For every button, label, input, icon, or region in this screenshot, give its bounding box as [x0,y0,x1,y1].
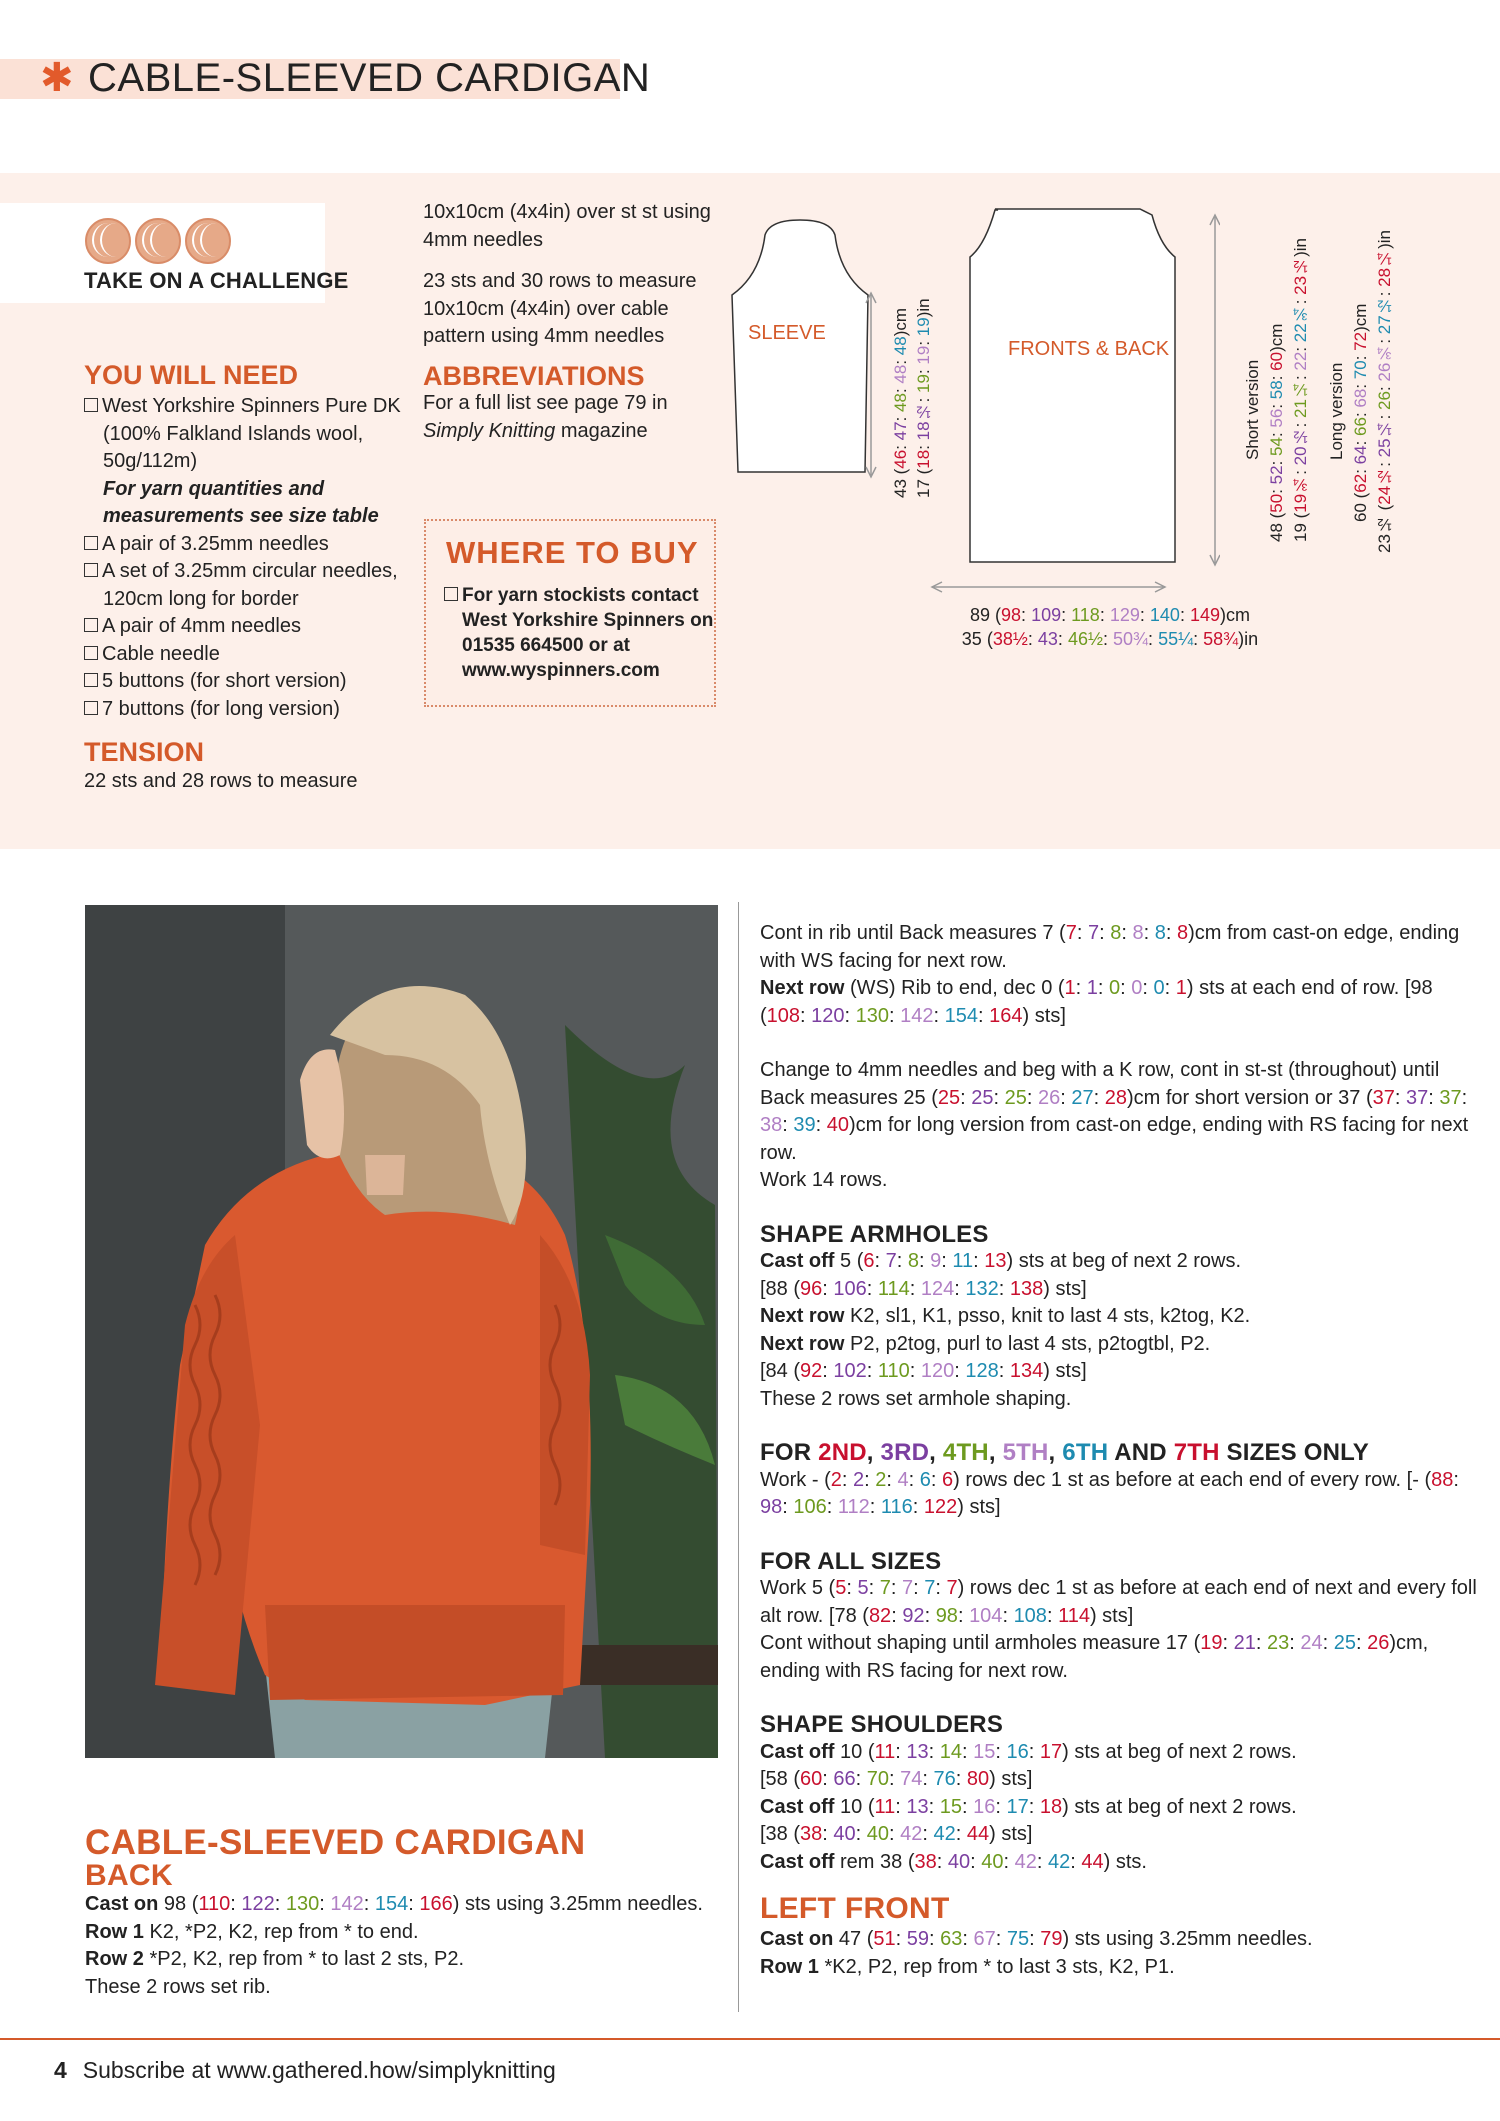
short-version-in: 19 (19¾: 20½: 21¼: 22: 22¾: 23½)in [1291,238,1310,542]
list-item: For yarn quantities and measurements see size table [103,477,379,527]
tension-text: 22 sts and 28 rows to measure [84,770,358,792]
where-to-buy-text: For yarn stockists contact West Yorkshire Spinners on 01535 664500 or at www.wyspinners.com [444,583,724,683]
cardigan-photo [85,905,718,1758]
short-version-label: Short version [1243,359,1262,460]
footer-rule [0,2038,1500,2040]
list-item: Cable needle [84,641,404,669]
difficulty-rating [85,218,235,269]
pattern-title: CABLE-SLEEVED CARDIGAN [85,1823,586,1862]
width-cm: 89 (98: 109: 118: 129: 140: 149)cm [969,605,1251,625]
you-will-need-section [84,360,404,796]
sleeve-measurement-cm: 43 (46: 47: 48: 48: 48)cm [891,307,910,498]
all-sizes-heading: FOR ALL SIZES [760,1547,942,1575]
materials-list [84,393,404,723]
checkbox-icon [84,398,98,412]
long-version-in: 23½ (24½: 25¼: 26: 26¾: 27½: 28¼)in [1375,230,1394,553]
back-instructions: Cast on 98 (110: 122: 130: 142: 154: 166) sts using 3.25mm needles. Row 1 K2, *P2, K2, rep from * to end. Row 2 *P2, K2, rep from * to last 2 sts, P2. These 2 rows set rib. [85,1893,703,1998]
left-front-heading: LEFT FRONT [760,1892,950,1925]
abbreviations-text: For a full list see page 79 in Simply Knitting magazine [423,392,668,442]
checkbox-icon [84,673,98,687]
you-will-need-heading: YOU WILL NEED [84,360,299,390]
yarn-ball-icon [85,218,131,264]
list-item: A pair of 3.25mm needles [84,531,404,559]
subscribe-link[interactable]: Subscribe at www.gathered.how/simplyknitting [82,2057,556,2083]
checkbox-icon [444,587,458,601]
list-item: West Yorkshire Spinners Pure DK (100% Falkland Islands wool, 50g/112m) [84,393,404,476]
shape-armholes-heading: SHAPE ARMHOLES [760,1220,989,1248]
asterisk-icon: ✱ [40,56,75,100]
where-to-buy-heading: WHERE TO BUY [446,535,699,570]
garment-schematic [720,195,1220,605]
short-version-cm: 48 (50: 52: 54: 56: 58: 60)cm [1267,323,1286,542]
abbreviations-heading: ABBREVIATIONS [423,360,645,391]
checkbox-icon [84,536,98,550]
yarn-ball-icon [135,218,181,264]
sleeve-shape [732,220,868,472]
tension-heading: TENSION [84,737,205,767]
list-item: A pair of 4mm needles [84,613,404,641]
checkbox-icon [84,563,98,577]
sizes-only-heading: FOR 2ND, 3RD, 4TH, 5TH, 6TH AND 7TH SIZES ONLY [760,1439,1370,1466]
list-item: A set of 3.25mm circular needles, 120cm long for border [84,558,404,613]
page-title: ✱ CABLE-SLEEVED CARDIGAN [40,56,651,100]
list-item: 5 buttons (for short version) [84,668,404,696]
checkbox-icon [84,701,98,715]
column-divider [738,902,739,2012]
tension-continued: 10x10cm (4x4in) over st st using 4mm needles 23 sts and 30 rows to measure 10x10cm (4x4in) over cable pattern using 4mm needles ABBREVIATIONS For a full list see page 79 in Simply Knitting magazine [423,199,713,445]
sleeve-label: SLEEVE [748,322,826,344]
page-number: 4 [54,2057,67,2083]
width-in: 35 (38½: 43: 46½: 50¾: 55¼: 58¾)in [961,629,1259,649]
sleeve-measurement-in: 17 (18: 18½: 19: 19: 19)in [914,298,933,498]
cardigan-illustration [85,905,718,1758]
shape-shoulders-heading: SHAPE SHOULDERS [760,1711,1004,1738]
challenge-label: TAKE ON A CHALLENGE [84,268,349,293]
body-shape [970,209,1175,562]
long-version-label: Long version [1327,362,1346,460]
checkbox-icon [84,618,98,632]
pattern-intro [85,1825,735,2001]
list-item: 7 buttons (for long version) [84,696,404,724]
checkbox-icon [84,646,98,660]
long-version-cm: 60 (62: 64: 66: 68: 70: 72)cm [1351,303,1370,522]
pattern-column-right: Cont in rib until Back measures 7 (7: 7: 8: 8: 8: 8)cm from cast-on edge, ending with WS facing for next row. Next row (WS) Rib to end, dec 0 (1: 1: 0: 0: 0: 1) sts at each end of row. [98 (108: 120: 130: 142: 154: 164) sts] Change to 4mm needles and beg with a K row, cont in st-st (throughout) until Back measures 25 (25: 25: 25: 26: 27: 28)cm for short version or 37 (37: 37: 37: 38: 39: 40)cm for long version from cast-on edge, ending with RS facing for next row. Work 14 rows. SHAPE ARMHOLES Cast off 5 (6: 7: 8: 9: 11: 13) sts at beg of next 2 rows. [88 (96: 106: 114: 124: 132: 138) sts] Next row K2, sl1, K1, psso, knit to last 4 sts, k2tog, K2. Next row P2, p2tog, purl to last 4 sts, p2togtbl, P2. [84 (92: 102: 110: 120: 128: 134) sts] These 2 rows set armhole shaping. FOR 2ND, 3RD, 4TH, 5TH, 6TH AND 7TH SIZES ONLY Work - (2: 2: 2: 4: 6: 6) rows dec 1 st as before at each end of every row. [- (88: 98: 106: 112: 116: 122) sts] FOR ALL SIZES Work 5 (5: 5: 7: 7: 7: 7) rows dec 1 st as before at each end of next and every foll alt row. [78 (82: 92: 98: 104: 108: 114) sts] Cont without shaping until armholes measure 17 (19: 21: 23: 24: 25: 26)cm, ending with RS facing for next row. SHAPE SHOULDERS Cast off 10 (11: 13: 14: 15: 16: 17) sts at beg of next 2 rows. [58 (60: 66: 70: 74: 76: 80) sts] Cast off 10 (11: 13: 15: 16: 17: 18) sts at beg of next 2 rows. [38 (38: 40: 40: 42: 42: 44) sts] Cast off rem 38 (38: 40: 40: 42: 42: 44) sts. LEFT FRONT Cast on 47 (51: 59: 63: 67: 75: 79) sts using 3.25mm needles. Row 1 *K2, P2, rep from * to last 3 sts, K2, P1. [760,920,1480,1981]
yarn-ball-icon [185,218,231,264]
where-to-buy-box [424,519,716,707]
width-measurements [940,603,1280,651]
body-label: FRONTS & BACK [1008,338,1170,360]
back-heading: BACK [85,1859,173,1892]
page-footer [54,2057,556,2084]
